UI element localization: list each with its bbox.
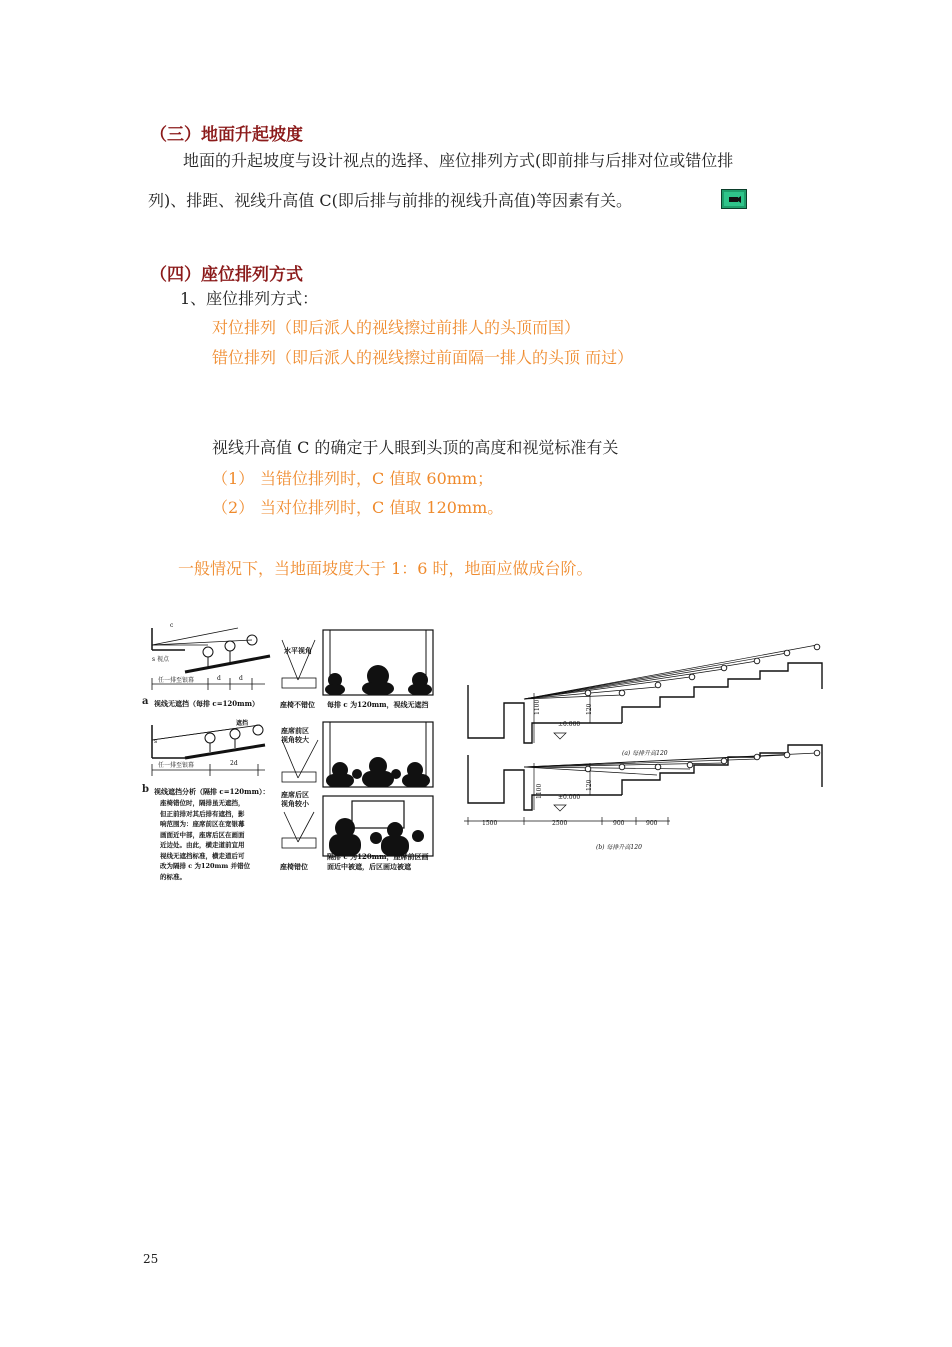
label-s: s: [154, 738, 158, 745]
dim-120: 120: [586, 779, 593, 791]
caption-b-notes: 座椅错位时，隔排虽无遮挡， 但正前排对其后排有遮挡，影 响范围为：座席前区在宽银幕 画面近中部，座席后区在画面 近边处。由此，横走道前宜用 视线无遮挡标准，横走道后可 改为隔排 c 为120mm 并错位 的标准。: [160, 799, 251, 881]
rear-area-label: 座席后区 视角较小: [281, 790, 309, 808]
paragraph-line: 视线升高值 C 的确定于人眼到头顶的高度和视觉标准有关: [212, 438, 619, 457]
paragraph-line: 地面的升起坡度与设计视点的选择、座位排列方式(即前排与后排对位或错位排: [183, 151, 734, 170]
label-c: c: [170, 622, 174, 629]
paragraph-line: 列)、排距、视线升高值 C(即后排与前排的视线升高值)等因素有关。: [148, 191, 633, 210]
case-text: 当错位排列时，C 值取 60mm；: [260, 469, 494, 488]
case-number: （1）: [212, 469, 255, 488]
dim-2500: 2500: [552, 820, 568, 827]
viewpoint-label: s 视点: [152, 656, 169, 663]
horizontal-angle-label: 水平视角: [284, 646, 312, 655]
distance-label: 任一排至银幕: [158, 677, 195, 684]
caption-b: 视线遮挡分析（隔排 c=120mm）：: [154, 787, 270, 796]
dim-1100: 1100: [536, 783, 543, 799]
dim-1500: 1500: [482, 820, 498, 827]
dim-1100: 1100: [534, 699, 541, 715]
section-heading-slope: （三）地面升起坡度: [150, 125, 303, 145]
caption-a: 视线无遮挡（每排 c=120mm）: [154, 699, 259, 708]
case-number: （2）: [212, 498, 255, 517]
stagger-label: 座椅错位: [280, 862, 308, 871]
level-mark: ±0.000: [558, 721, 581, 728]
seating-option-aligned: 对位排列（即后派人的视线擦过前排人的头顶而国）: [212, 318, 581, 337]
level-mark: ±0.000: [558, 794, 581, 801]
seating-option-staggered: 错位排列（即后派人的视线擦过前面隔一排人的头顶 而过）: [212, 348, 634, 367]
dim-120: 120: [586, 703, 593, 715]
distance-label: 任一排至银幕: [158, 762, 195, 769]
page-number: 25: [143, 1252, 159, 1266]
label-2d: 2d: [230, 760, 238, 767]
list-item: 1、座位排列方式：: [180, 289, 319, 308]
label-d: d: [217, 675, 221, 682]
front-area-label: 座席前区 视角较大: [281, 726, 309, 744]
screen-caption: 每排 c 为120mm，视线无遮挡: [327, 700, 429, 709]
section-heading-seating: （四）座位排列方式: [150, 265, 303, 285]
sightline-figure-left: [140, 600, 440, 905]
no-stagger-label: 座椅不错位: [280, 700, 315, 709]
dim-900: 900: [613, 820, 625, 827]
dim-900: 900: [646, 820, 658, 827]
video-camera-icon[interactable]: [721, 189, 747, 209]
figure-label-b: b: [142, 784, 149, 795]
caption-b: (b) 每排升高120: [596, 844, 642, 851]
label-d: d: [239, 675, 243, 682]
general-rule: 一般情况下，当地面坡度大于 1：6 时，地面应做成台阶。: [178, 559, 593, 578]
stepped-floor-figure-right: [462, 635, 828, 860]
case-text: 当对位排列时，C 值取 120mm。: [260, 498, 504, 517]
figure-label-a: a: [142, 696, 149, 707]
caption-a: (a) 每排升高120: [622, 750, 668, 757]
blocked-label: 遮挡: [236, 720, 249, 727]
screen-caption: 隔排 c 为120mm，座席前区画 面近中被遮，后区画边被遮: [327, 852, 429, 871]
